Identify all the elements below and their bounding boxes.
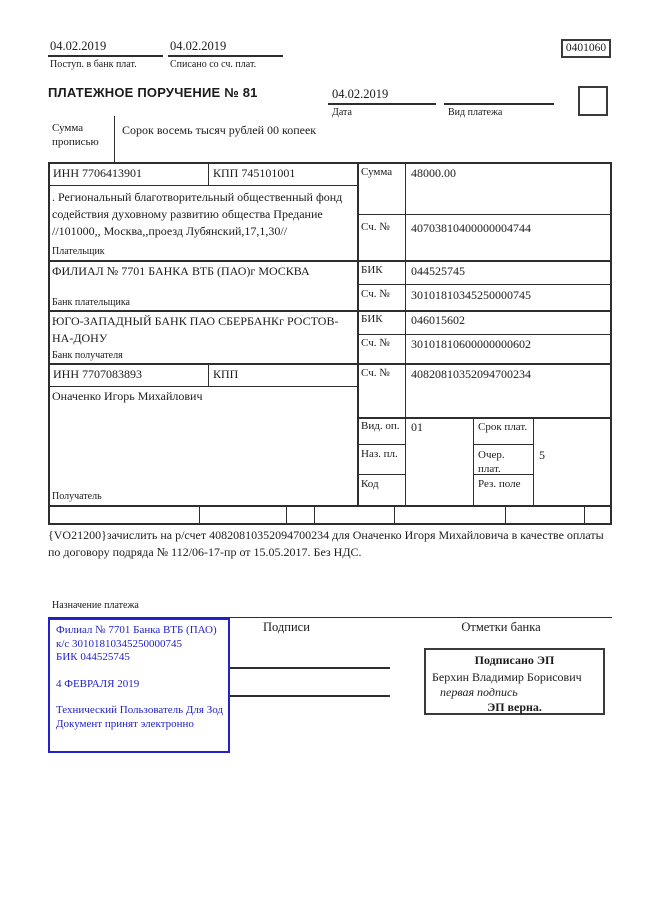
stamp-line: Документ принят электронно	[56, 717, 194, 730]
doc-date-value: 04.02.2019	[332, 87, 389, 101]
payee-account-value: 40820810352094700234	[411, 367, 531, 381]
debited-date-label: Списано со сч. плат.	[170, 59, 257, 70]
divider	[584, 505, 585, 523]
purpose-code-label: Наз. пл.	[361, 448, 398, 460]
op-type-value: 01	[411, 420, 423, 434]
divider	[208, 162, 209, 185]
reserve-field-label: Рез. поле	[478, 478, 521, 490]
payer-bank-bik-value: 044525745	[411, 264, 465, 278]
payee-kpp: КПП	[213, 367, 239, 381]
divider	[48, 386, 357, 387]
purpose-text: {VO21200}зачислить на р/счет 40820810352094700234 для Оначенко Игоря Михайловича в качестве оплаты по договору подряда № 112/06-17-пр от 15.05.2017. Без НДС.	[48, 528, 604, 559]
priority-value: 5	[539, 448, 545, 462]
divider	[394, 505, 395, 523]
payer-account-value: 40703810400000004744	[411, 221, 531, 235]
amount-words-value: Сорок восемь тысяч рублей 00 копеек	[122, 123, 317, 137]
page-title: ПЛАТЕЖНОЕ ПОРУЧЕНИЕ № 81	[48, 85, 258, 100]
op-type-label: Вид. оп.	[361, 420, 400, 432]
form-code: 0401060	[565, 42, 607, 54]
payee-inn: ИНН 7707083893	[53, 367, 142, 381]
payee-bank-account-label: Сч. №	[361, 337, 390, 349]
payer-bank-bik-label: БИК	[361, 264, 383, 276]
stamp-line: Филиал № 7701 Банка ВТБ (ПАО)	[56, 624, 217, 636]
bank-stamp	[48, 618, 230, 753]
code-label: Код	[361, 478, 379, 490]
divider	[473, 444, 533, 445]
payer-kpp: КПП 745101001	[213, 166, 296, 180]
stamp-line: БИК 044525745	[56, 651, 130, 663]
esign-box	[424, 648, 605, 715]
payer-bank-name: ФИЛИАЛ № 7701 БАНКА ВТБ (ПАО)г МОСКВА	[52, 264, 310, 278]
esign-verified: ЭП верна.	[487, 700, 542, 714]
payer-bank-account-value: 30101810345250000745	[411, 288, 531, 302]
stamp-line: к/с 30101810345250000745	[56, 637, 183, 650]
payer-section-label: Плательщик	[52, 246, 105, 257]
priority-label: Очер. плат.	[478, 449, 505, 475]
payee-account-label: Сч. №	[361, 367, 390, 379]
payee-bank-name: ЮГО-ЗАПАДНЫЙ БАНК ПАО СБЕРБАНКг РОСТОВ-НА-ДОНУ	[52, 314, 339, 346]
received-date-value: 04.02.2019	[50, 39, 107, 53]
payee-bank-section-label: Банк получателя	[52, 350, 123, 361]
reserve-square-box	[578, 86, 608, 116]
divider	[357, 444, 405, 445]
form-code-box	[561, 39, 611, 58]
divider	[328, 103, 436, 105]
debited-date-value: 04.02.2019	[170, 39, 227, 53]
divider	[286, 505, 287, 523]
divider	[168, 55, 283, 57]
divider	[505, 505, 506, 523]
divider	[199, 505, 200, 523]
payer-bank-account-label: Сч. №	[361, 288, 390, 300]
divider	[314, 505, 315, 523]
divider	[48, 162, 50, 523]
payer-inn: ИНН 7706413901	[53, 166, 142, 180]
divider	[114, 116, 115, 162]
esign-subtitle: первая подпись	[440, 685, 518, 699]
divider	[357, 334, 612, 335]
divider	[357, 417, 612, 419]
divider	[357, 474, 405, 475]
esign-title: Подписано ЭП	[474, 653, 555, 667]
sum-label: Сумма	[361, 166, 393, 178]
payer-account-label: Сч. №	[361, 221, 390, 233]
esign-name: Берхин Владимир Борисович	[432, 670, 582, 684]
divider	[48, 185, 357, 186]
sum-value: 48000.00	[411, 166, 456, 180]
doc-date-label: Дата	[332, 107, 352, 118]
divider	[48, 505, 612, 507]
payment-type-label: Вид платежа	[448, 107, 503, 118]
payer-bank-section-label: Банк плательщика	[52, 297, 130, 308]
divider	[48, 162, 612, 164]
signatures-label: Подписи	[263, 620, 310, 634]
divider	[444, 103, 554, 105]
divider	[48, 55, 163, 57]
divider	[357, 214, 612, 215]
stamp-line: Технический Пользователь Для Зод	[56, 704, 224, 716]
divider	[48, 363, 612, 365]
signature-line-1	[230, 667, 390, 669]
payee-bank-account-value: 30101810600000000602	[411, 337, 531, 351]
divider	[357, 284, 612, 285]
payee-bank-bik-value: 046015602	[411, 313, 465, 327]
divider	[473, 417, 474, 505]
received-date-label: Поступ. в банк плат.	[50, 59, 137, 70]
payee-bank-bik-label: БИК	[361, 313, 383, 325]
signature-line-2	[230, 695, 390, 697]
divider	[48, 310, 612, 312]
divider	[610, 162, 612, 523]
payer-name: . Региональный благотворительный общественный фонд содействия духовному развитию общества Предание //101000,, Москва,,проезд Лубянский,17,1,30//	[52, 190, 343, 239]
divider	[48, 260, 612, 262]
divider	[533, 417, 534, 505]
divider	[48, 523, 612, 525]
bank-marks-label: Отметки банка	[461, 620, 541, 634]
purpose-label: Назначение платежа	[52, 600, 139, 611]
stamp-line: 4 ФЕВРАЛЯ 2019	[56, 677, 140, 690]
payee-name: Оначенко Игорь Михайлович	[52, 389, 203, 403]
payment-term-label: Срок плат.	[478, 421, 528, 433]
payee-section-label: Получатель	[52, 491, 102, 502]
divider	[208, 363, 209, 386]
amount-words-label: Сумма прописью	[52, 122, 99, 148]
